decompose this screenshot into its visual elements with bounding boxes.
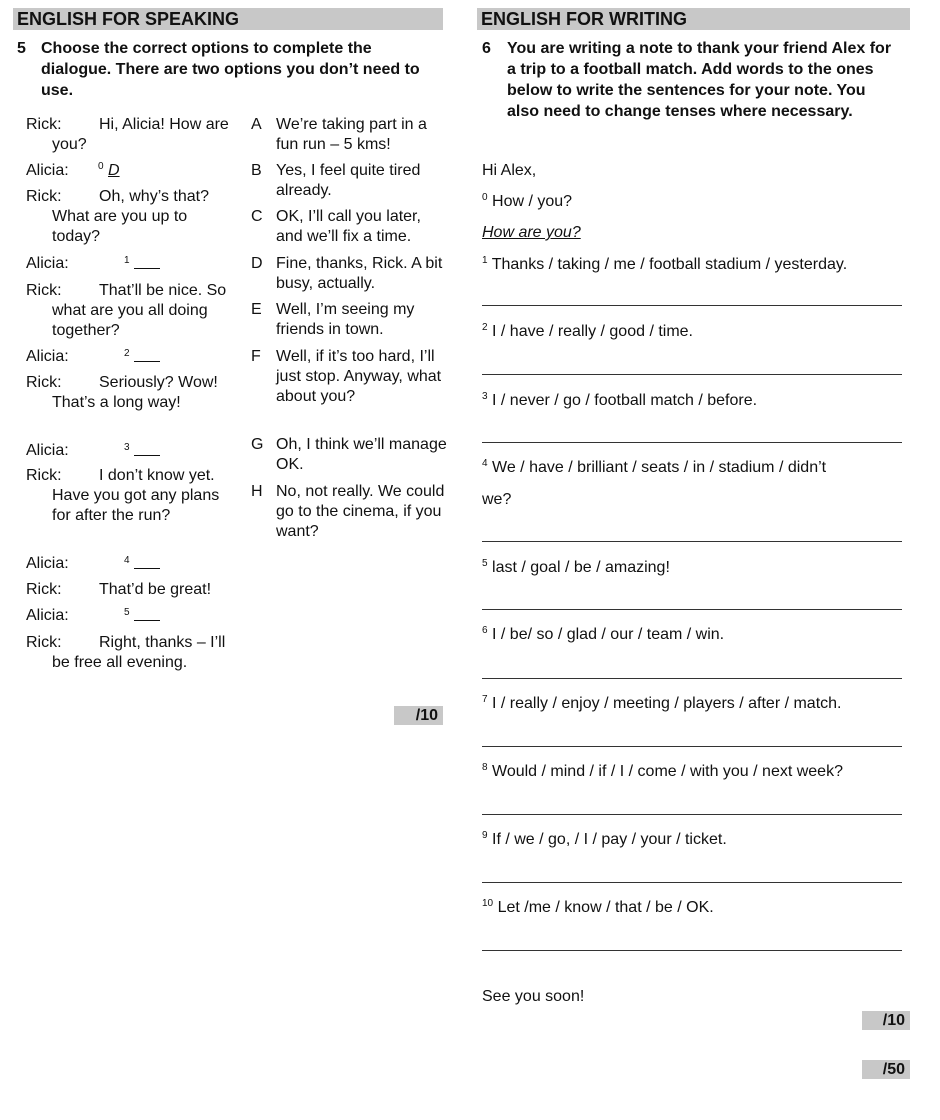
option-letter: D (251, 255, 263, 272)
prompt-6 (482, 625, 724, 645)
option-c (251, 207, 451, 247)
prompt-7 (482, 694, 842, 714)
answer-line-4[interactable] (482, 541, 902, 542)
speaker: Rick: (26, 374, 62, 391)
speaker: Alicia: (26, 255, 69, 272)
option-h (251, 482, 451, 542)
option-a (251, 115, 451, 155)
answer-line-9[interactable] (482, 882, 902, 883)
speaker: Rick: (26, 282, 62, 299)
prompt-10 (482, 898, 714, 918)
task-text: You are writing a note to thank your friend Alex for a trip to a football match. Add words to the ones below to write the sentences for your note. You also need to change tenses where necessary. (507, 40, 892, 120)
prompt-text: I / be/ so / glad / our / team / win. (492, 626, 725, 643)
option-letter: E (251, 301, 262, 318)
answer-gap[interactable] (134, 347, 160, 362)
answer-line-5[interactable] (482, 609, 902, 610)
prompt-text: If / we / go, / I / pay / your / ticket. (492, 831, 727, 848)
dialogue-line (26, 187, 236, 247)
prompt-4 (482, 458, 826, 478)
option-text: OK, I’ll call you later, and we’ll fix a time. (276, 208, 421, 245)
speaker: Alicia: (26, 607, 69, 624)
dialogue-text: That’ll be nice. So what are you all doing together? (52, 282, 227, 339)
dialogue-line (26, 115, 236, 155)
item-number: 9 (482, 830, 488, 841)
prompt-3 (482, 391, 757, 411)
speaker: Rick: (26, 634, 62, 651)
option-f (251, 347, 451, 407)
prompt-8 (482, 762, 843, 782)
option-letter: C (251, 208, 263, 225)
dialogue-line (26, 281, 236, 341)
prompt-text: I / never / go / football match / before. (492, 392, 758, 409)
option-d (251, 254, 451, 294)
option-text: We’re taking part in a fun run – 5 kms! (276, 116, 427, 153)
item-number: 0 (482, 192, 488, 203)
dialogue-text: Seriously? Wow! That’s a long way! (52, 374, 218, 411)
answer-line-3[interactable] (482, 442, 902, 443)
prompt-text: Would / mind / if / I / come / with you / next week? (492, 763, 843, 780)
writing-score-box: /10 (862, 1011, 910, 1030)
answer-line-7[interactable] (482, 746, 902, 747)
prompt-2 (482, 322, 693, 342)
prompt-text: I / have / really / good / time. (492, 323, 693, 340)
dialogue-line (26, 580, 236, 600)
prompt-5 (482, 558, 670, 578)
option-g (251, 435, 451, 475)
option-text: Well, I’m seeing my friends in town. (276, 301, 415, 338)
item-number: 2 (482, 322, 488, 333)
gap-number: 5 (124, 607, 130, 618)
dialogue-text: I don’t know yet. Have you got any plans for after the run? (52, 467, 220, 524)
option-letter: F (251, 348, 261, 365)
speaker: Alicia: (26, 555, 69, 572)
prompt-text: How / you? (492, 193, 573, 210)
item-number: 7 (482, 694, 488, 705)
writing-header: ENGLISH FOR WRITING (477, 8, 910, 30)
speaker: Rick: (26, 467, 62, 484)
option-letter: G (251, 436, 264, 453)
prompt-text: We / have / brilliant / seats / in / stadium / didn’t (492, 459, 827, 476)
dialogue-line (26, 373, 236, 413)
item-number: 6 (482, 625, 488, 636)
answer-gap[interactable] (134, 554, 160, 569)
gap-number: 4 (124, 555, 130, 566)
option-text: Oh, I think we’ll manage OK. (276, 436, 447, 473)
item-number: 5 (482, 558, 488, 569)
option-letter: B (251, 162, 262, 179)
dialogue-text: Oh, why’s that? What are you up to today? (52, 188, 209, 245)
dialogue-line (26, 466, 241, 526)
dialogue-text: Right, thanks – I’ll be free all evening. (52, 634, 226, 671)
answer-gap[interactable] (134, 441, 160, 456)
dialogue-text: Hi, Alicia! How are you? (52, 116, 229, 153)
speaking-task-instructions (17, 38, 427, 101)
option-text: Well, if it’s too hard, I’ll just stop. Anyway, what about you? (276, 348, 442, 405)
answer-line-6[interactable] (482, 678, 902, 679)
speaker: Rick: (26, 188, 62, 205)
speaking-header: ENGLISH FOR SPEAKING (13, 8, 443, 30)
dialogue-line (26, 633, 236, 673)
answer-line-2[interactable] (482, 374, 902, 375)
answer-line-10[interactable] (482, 950, 902, 951)
speaker: Alicia: (26, 348, 69, 365)
answer-line-1[interactable] (482, 305, 902, 306)
gap-number: 2 (124, 348, 130, 359)
gap-number: 0 (98, 161, 104, 172)
note-greeting: Hi Alex, (482, 162, 537, 179)
writing-task-instructions (482, 38, 897, 122)
prompt-9 (482, 830, 727, 850)
task-text: Choose the correct options to complete the dialogue. There are two options you don’t need to use. (41, 40, 420, 99)
option-e (251, 300, 451, 340)
speaker: Alicia: (26, 162, 69, 179)
option-letter: A (251, 116, 262, 133)
task-number: 5 (17, 40, 26, 57)
task-number: 6 (482, 40, 491, 57)
item-number: 10 (482, 898, 494, 909)
example-answer: How are you? (482, 224, 581, 241)
prompt-text: Thanks / taking / me / football stadium / yesterday. (491, 256, 848, 273)
example-answer: D (108, 162, 120, 179)
prompt-text: last / goal / be / amazing! (492, 559, 670, 576)
option-text: No, not really. We could go to the cinema, if you want? (276, 483, 445, 540)
option-letter: H (251, 483, 263, 500)
option-b (251, 161, 451, 201)
total-score-box: /50 (862, 1060, 910, 1079)
speaker: Rick: (26, 116, 62, 133)
prompt-text: Let /me / know / that / be / OK. (497, 899, 714, 916)
gap-number: 1 (124, 255, 130, 266)
prompt-1 (482, 255, 847, 275)
item-number: 4 (482, 458, 488, 469)
option-text: Yes, I feel quite tired already. (276, 162, 421, 199)
prompt-4-continued: we? (482, 491, 512, 508)
answer-gap[interactable] (134, 606, 160, 621)
item-number: 8 (482, 762, 488, 773)
note-closing: See you soon! (482, 988, 585, 1005)
answer-line-8[interactable] (482, 814, 902, 815)
speaker: Rick: (26, 581, 62, 598)
answer-gap[interactable] (134, 254, 160, 269)
item-number: 1 (482, 255, 488, 266)
gap-number: 3 (124, 442, 130, 453)
example-prompt (482, 192, 572, 212)
option-text: Fine, thanks, Rick. A bit busy, actually. (276, 255, 443, 292)
speaker: Alicia: (26, 442, 69, 459)
speaking-score-box: /10 (394, 706, 443, 725)
item-number: 3 (482, 391, 488, 402)
prompt-text: I / really / enjoy / meeting / players / after / match. (492, 695, 842, 712)
dialogue-text: That’d be great! (99, 581, 212, 598)
